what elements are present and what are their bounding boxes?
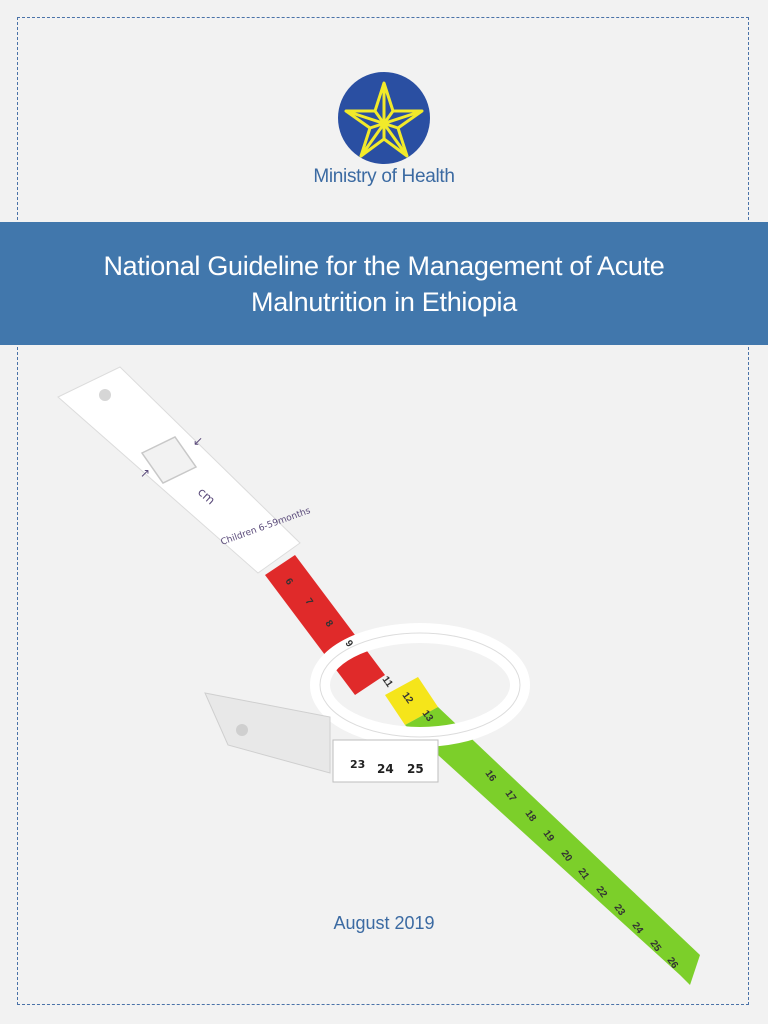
muac-tape-illustration [0,345,768,1005]
scale-number: 18 [522,808,538,824]
scale-number: 16 [482,768,498,784]
scale-number: 13 [419,708,435,724]
scale-number: 25 [647,938,663,954]
document-title: National Guideline for the Management of Acute Malnutrition in Ethiopia [103,250,665,317]
target-label: Children 6-59months [219,506,312,548]
scale-number: 24 [629,920,645,936]
arrow-icon-left: ↗ [140,466,151,480]
tape-folded-strip [205,693,330,773]
unit-label: cm [194,484,218,508]
scale-number: 23 [611,902,627,918]
scale-number: 9 [342,638,355,650]
title-banner [0,222,768,345]
scale-number: 21 [575,866,591,882]
scale-number: 6 [282,576,295,588]
scale-number: 20 [558,848,574,864]
publication-date: August 2019 [333,913,435,933]
scale-number: 22 [593,884,609,900]
ethiopian-star-emblem-icon [337,71,431,165]
scale-number: 26 [664,955,680,971]
arrow-icon-right: ↙ [193,434,204,448]
scale-number: 12 [399,690,415,706]
window-number-3: 25 [407,762,424,776]
ministry-label: Ministry of Health [313,166,455,187]
scale-number: 7 [302,596,315,608]
scale-number: 17 [502,788,518,804]
window-number-2: 24 [377,762,394,776]
scale-number: 11 [379,674,395,690]
tape-head [58,367,312,573]
scale-number: 8 [322,618,335,630]
scale-number: 19 [540,828,556,844]
window-number-1: 23 [350,758,366,771]
